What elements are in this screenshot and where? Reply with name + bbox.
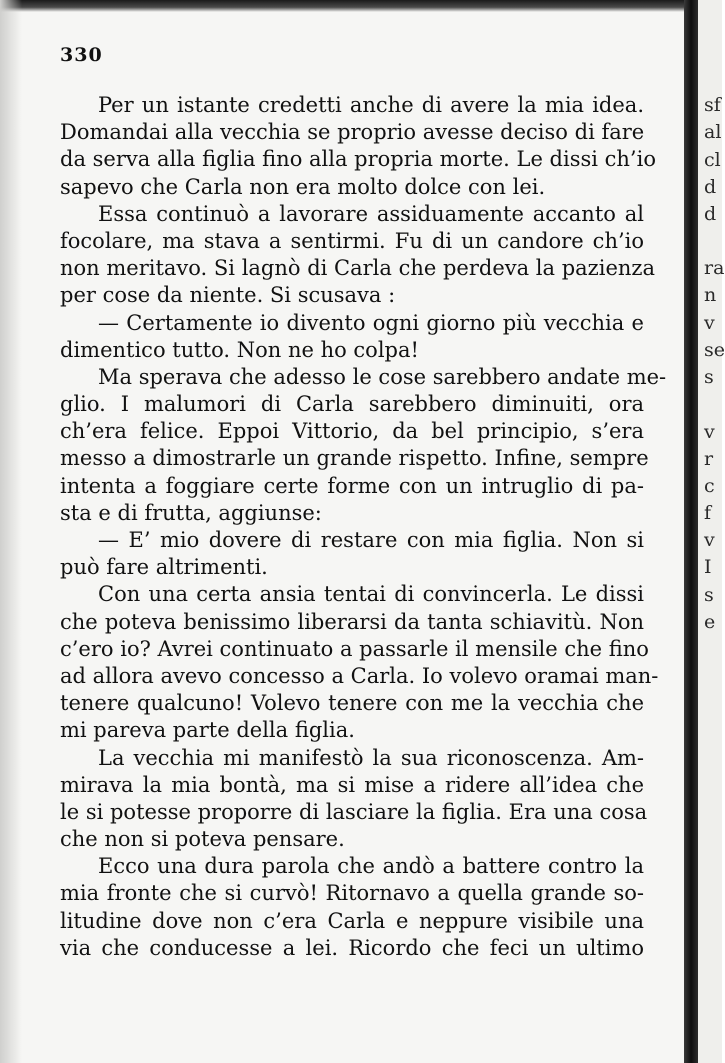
text-line: Domandai alla vecchia se proprio avesse deciso di fare [60, 120, 645, 145]
text-line: Ma sperava che adesso le cose sarebbero andate me- [98, 364, 667, 389]
text-line: via che conducesse a lei. Ricordo che feci un ultimo [60, 935, 644, 960]
text-line: non meritavo. Si lagnò di Carla che perdeva la pazienza [60, 256, 656, 281]
text-line: le si potesse proporre di lasciare la figlia. Era una cosa [60, 799, 648, 824]
text-line: mia fronte che si curvò! Ritornavo a quella grande so- [60, 881, 644, 906]
facing-page-fragment: I [704, 556, 712, 578]
facing-page-fragment: f [704, 502, 712, 524]
text-line: per cose da niente. Si scusava : [60, 283, 396, 308]
text-line: ad allora avevo concesso a Carla. Io volevo oramai man- [60, 663, 659, 688]
text-line: da serva alla figlia fino alla propria morte. Le dissi ch’io [60, 147, 656, 172]
facing-page-fragment: v [704, 312, 715, 334]
text-line: Ecco una dura parola che andò a battere contro la [98, 854, 644, 879]
facing-page-fragment: s [704, 584, 714, 606]
scan-top-edge [0, 0, 722, 12]
book-spine [684, 0, 698, 1063]
text-line: sapevo che Carla non era molto dolce con lei. [60, 174, 546, 199]
text-line: litudine dove non c’era Carla e neppure visibile una [60, 908, 644, 933]
text-line: Con una certa ansia tentai di convincerla. Le dissi [98, 582, 644, 607]
facing-page-fragment: v [704, 421, 715, 443]
page-gutter-shading [0, 0, 22, 1063]
page-number: 330 [60, 44, 103, 66]
facing-page-fragment: s [704, 366, 714, 388]
facing-page-fragment: se [704, 339, 725, 361]
text-line: glio. I malumori di Carla sarebbero diminuiti, ora [60, 392, 644, 417]
facing-page-fragment: sf [704, 94, 721, 116]
facing-page-edge [698, 0, 725, 1063]
facing-page-fragment: c [704, 475, 715, 497]
text-line: mirava la mia bontà, ma si mise a ridere all’idea che [60, 772, 644, 797]
facing-page-fragment: v [704, 529, 715, 551]
facing-page-fragment: al [704, 121, 722, 143]
facing-page-fragment: d [704, 203, 717, 225]
text-line: — E’ mio dovere di restare con mia figlia. Non si [98, 528, 644, 552]
text-line: c’ero io? Avrei continuato a passarle il mensile che fino [60, 636, 649, 661]
text-line: ch’era felice. Eppoi Vittorio, da bel principio, s’era [60, 419, 644, 444]
text-line: La vecchia mi manifestò la sua riconoscenza. Am- [98, 745, 644, 770]
text-line: Per un istante credetti anche di avere la mia idea. [98, 93, 644, 117]
facing-page-fragment: d [704, 176, 717, 198]
text-line: intenta a foggiare certe forme con un intruglio di pa- [60, 473, 644, 498]
text-line: che non si poteva pensare. [60, 827, 345, 852]
facing-page-fragment: r [704, 448, 714, 470]
text-line: sta e di frutta, aggiunse: [60, 500, 322, 525]
text-line: mi pareva parte della figlia. [60, 718, 355, 743]
facing-page-fragment: e [704, 611, 716, 633]
body-text [60, 92, 667, 962]
facing-page-fragment: cl [704, 149, 721, 171]
facing-page-fragment: ra [704, 257, 725, 279]
text-line: che poteva benissimo liberarsi da tanta schiavitù. Non [60, 609, 644, 634]
text-line: focolare, ma stava a sentirmi. Fu di un candore ch’io [60, 228, 644, 253]
text-line: — Certamente io divento ogni giorno più vecchia e [98, 310, 644, 335]
text-line: tenere qualcuno! Volevo tenere con me la vecchia che [60, 691, 644, 716]
text-line: messo a dimostrarle un grande rispetto. Infine, sempre [60, 446, 649, 471]
facing-page-fragment: n [704, 284, 717, 306]
text-line: dimentico tutto. Non ne ho colpa! [60, 337, 419, 362]
text-line: può fare altrimenti. [60, 555, 268, 580]
text-line: Essa continuò a lavorare assiduamente accanto al [98, 201, 644, 226]
